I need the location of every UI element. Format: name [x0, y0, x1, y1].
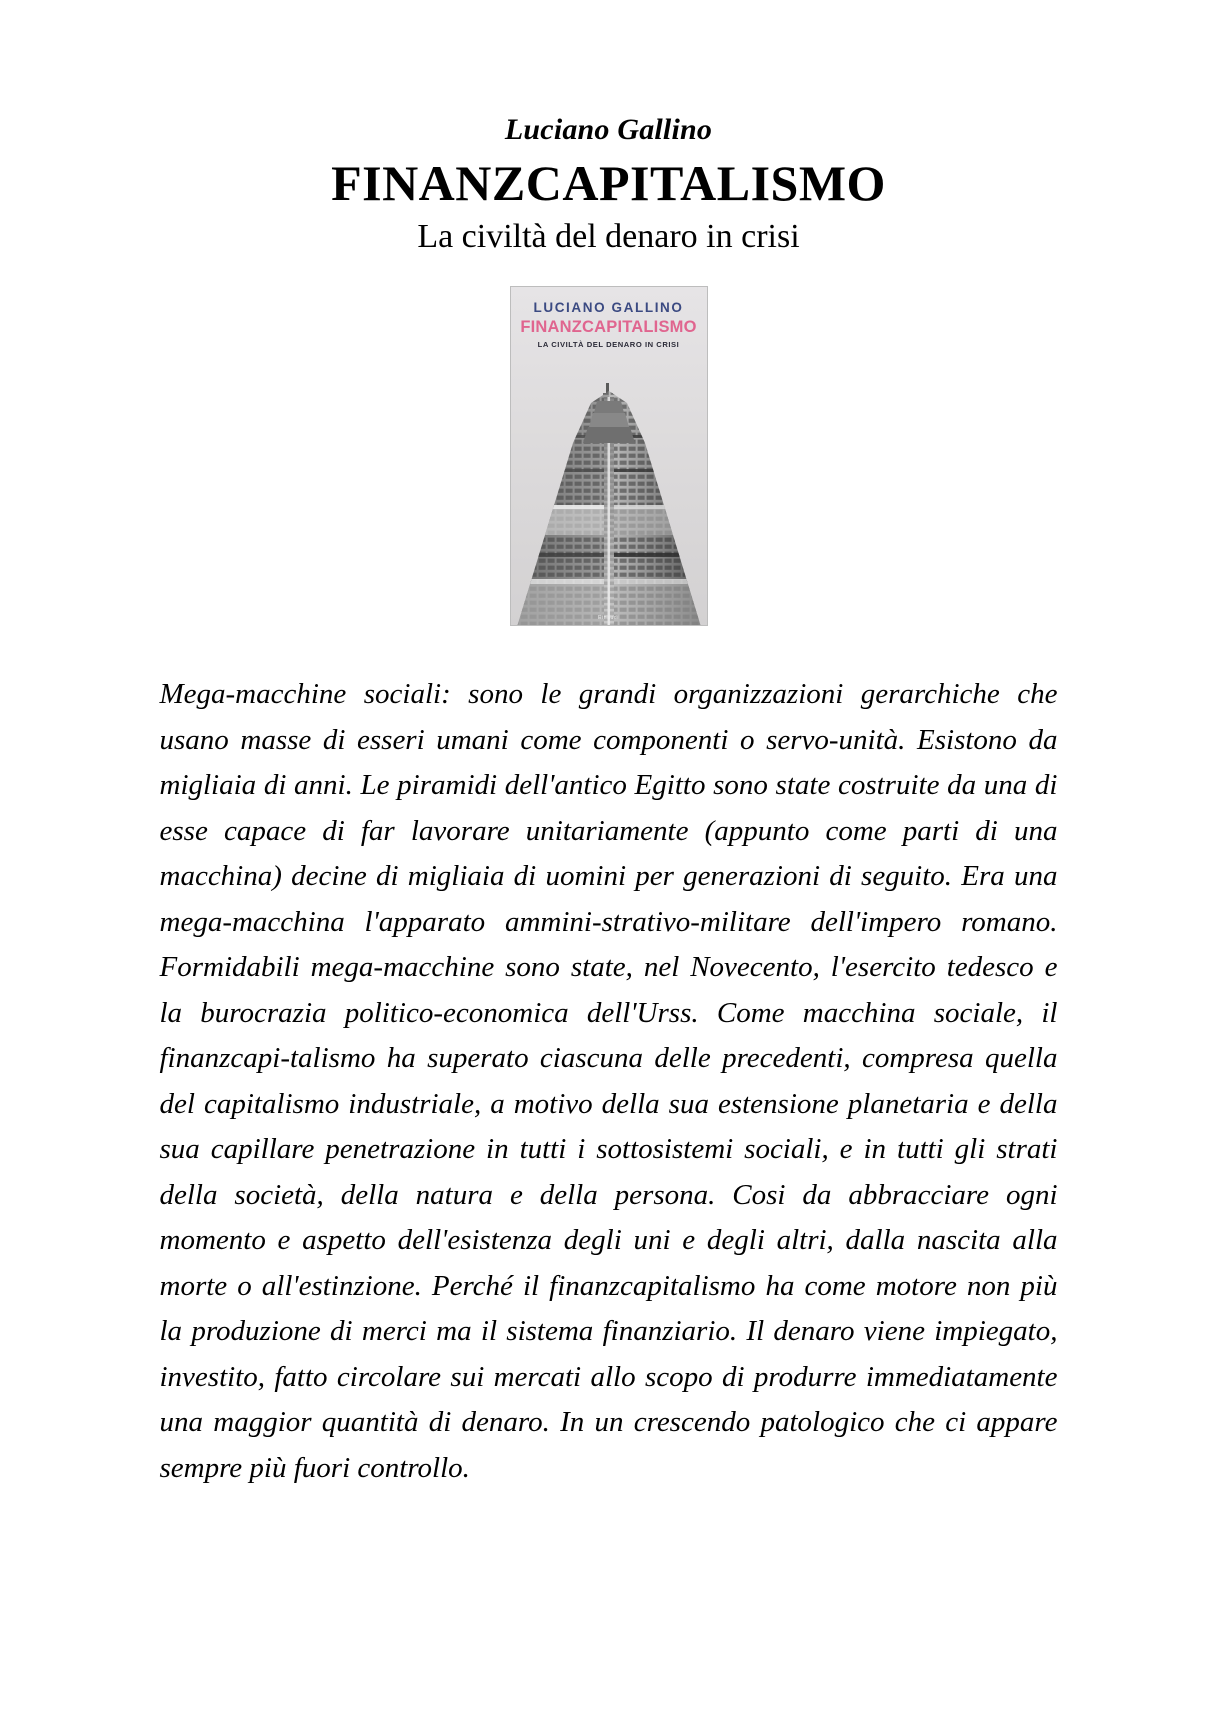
page-subtitle: La civiltà del denaro in crisi [417, 218, 800, 255]
cover-text-block [511, 299, 707, 350]
cover-title-line: FINANZCAPITALISMO [520, 318, 697, 336]
document-header [0, 0, 1217, 258]
body-paragraph: Mega-macchine sociali: sono le grandi organizzazioni gerarchiche che usano masse di esseri umani come componenti o servo-unità. Esistono da migliaia di anni. Le piramidi dell'antico Egitto sono state costruite da una di esse capace di far lavorare unitariamente (appunto come parti di una macchina) decine di migliaia di uomini per generazioni di seguito. Era una mega-macchina l'apparato ammini-strativo-militare dell'impero romano. Formidabili mega-macchine sono state, nel Novecento, l'esercito tedesco e la burocrazia politico-economica dell'Urss. Come macchina sociale, il finanzcapi-talismo ha superato ciascuna delle precedenti, compresa quella del capitalismo industriale, a motivo della sua estensione planetaria e della sua capillare penetrazione in tutti i sottosistemi sociali, e in tutti gli strati della società, della natura e della persona. Cosi da abbracciare ogni momento e aspetto dell'esistenza degli uni e degli altri, dalla nascita alla morte o all'estinzione. Perché il finanzcapitalismo ha come motore non più la produzione di merci ma il sistema finanziario. Il denaro viene impiegato, investito, fatto circolare sui mercati allo scopo di produrre immediatamente una maggior quantità di denaro. In un crescendo patologico che ci appare sempre più fuori controllo. [159, 678, 1058, 1484]
cover-subtitle-line: LA CIVILTÀ DEL DENARO IN CRISI [537, 340, 680, 349]
skyscraper-illustration [511, 383, 707, 626]
cover-publisher-line: Einaudi [598, 615, 619, 621]
author-name: Luciano Gallino [504, 113, 713, 146]
cover-author-line: LUCIANO GALLINO [533, 300, 684, 315]
book-cover-image [510, 286, 708, 626]
page-title: FINANZCAPITALISMO [331, 155, 886, 211]
book-cover-container [0, 286, 1217, 626]
